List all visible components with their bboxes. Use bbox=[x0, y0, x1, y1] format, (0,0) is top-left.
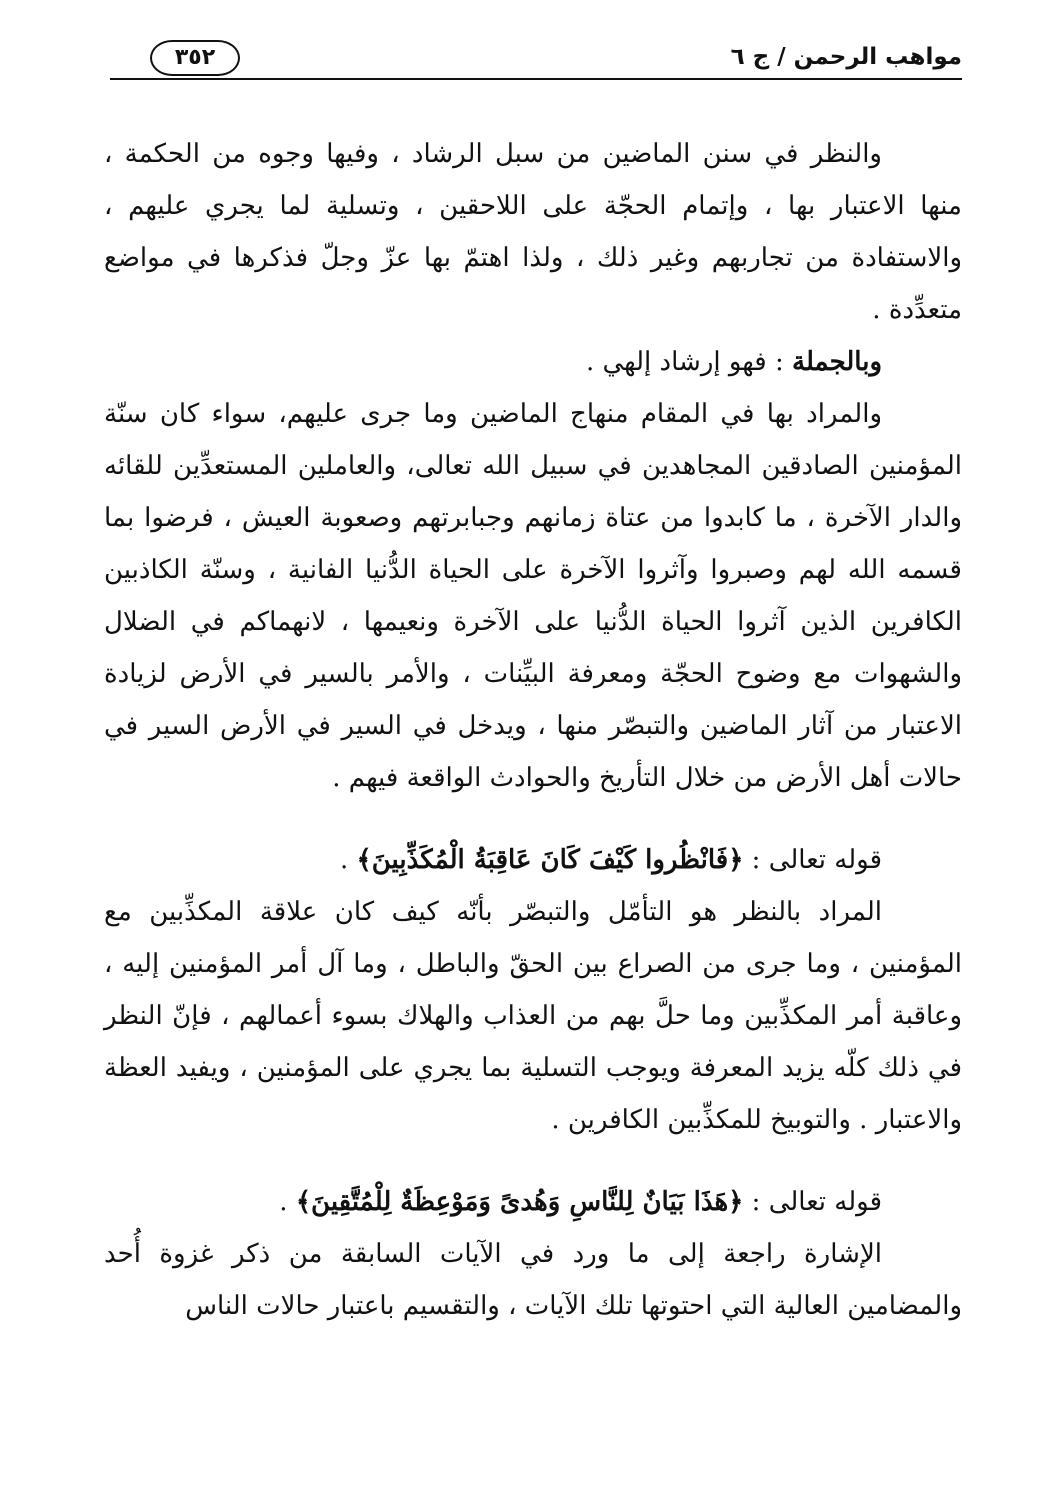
section-gap bbox=[104, 1146, 962, 1176]
section-gap bbox=[104, 804, 962, 834]
verse-suffix: . bbox=[339, 845, 357, 875]
paragraph-3: والمراد بها في المقام منهاج الماضين وما جرى عليهم، سواء كان سنّة المؤمنين الصادقين المجاهدين في سبيل الله تعالى، والعاملين المستعدِّين للقائه والدار الآخرة ، ما كابدوا من عتاة زمانهم وجبابرتهم وصعوبة العيش ، فرضوا بما قسمه الله لهم وصبروا وآثروا الآخرة على الحياة الدُّنيا الفانية ، وسنّة الكاذبين الكافرين الذين آثروا الحياة الدُّنيا على الآخرة ونعيمها ، لانهماكم في الضلال والشهوات مع وضوح الحجّة ومعرفة البيِّنات ، والأمر بالسير في الأرض لزيادة الاعتبار من آثار الماضين والتبصّر منها ، ويدخل في السير في الأرض السير في حالات أهل الأرض من خلال التأريخ والحوادث الواقعة فيهم . bbox=[104, 399, 962, 793]
header-divider bbox=[110, 78, 962, 80]
verse-prefix: قوله تعالى : bbox=[743, 845, 882, 875]
verse-heading-1 bbox=[104, 834, 962, 886]
quran-verse: ﴿فَانْظُروا كَيْفَ كَانَ عَاقِبَةُ الْمُكَذِّبِينَ﴾ bbox=[356, 845, 744, 875]
verse-prefix: قوله تعالى : bbox=[743, 1187, 882, 1217]
page-body bbox=[104, 128, 962, 1332]
quran-verse: ﴿هَذَا بَيَانٌ لِلنَّاسِ وَهُدىً وَمَوْعِظَةٌ لِلْمُتَّقِينَ﴾ bbox=[295, 1187, 744, 1217]
verse-suffix: . bbox=[279, 1187, 296, 1217]
running-title: مواهب الرحمن / ج ٦ bbox=[730, 44, 962, 70]
paragraph-7: الإشارة راجعة إلى ما ورد في الآيات السابقة من ذكر غزوة أُحد والمضامين العالية التي احتوتها تلك الآيات ، والتقسيم باعتبار حالات الناس bbox=[104, 1239, 962, 1321]
page-header bbox=[110, 36, 962, 86]
page-number: ٣٥٢ bbox=[150, 40, 240, 76]
paragraph-1: والنظر في سنن الماضين من سبل الرشاد ، وفيها وجوه من الحكمة ، منها الاعتبار بها ، وإتمام الحجّة على اللاحقين ، وتسلية لما يجري عليهم ، والاستفادة من تجاربهم وغير ذلك ، ولذا اهتمّ بها عزّ وجلّ فذكرها في مواضع متعدِّدة . bbox=[104, 139, 962, 325]
paragraph-2 bbox=[104, 336, 962, 388]
verse-heading-2 bbox=[104, 1176, 962, 1228]
summary-term: وبالجملة bbox=[792, 347, 882, 377]
paragraph-5: المراد بالنظر هو التأمّل والتبصّر بأنّه كيف كان علاقة المكذِّبين مع المؤمنين ، وما جرى من الصراع بين الحقّ والباطل ، وما آل أمر المؤمنين إليه ، وعاقبة أمر المكذِّبين وما حلَّ بهم من العذاب والهلاك بسوء أعمالهم ، فإنّ النظر في ذلك كلّه يزيد المعرفة ويوجب التسلية بما يجري على المؤمنين ، ويفيد العظة والاعتبار . والتوبيخ للمكذِّبين الكافرين . bbox=[104, 897, 962, 1135]
summary-text: : فهو إرشاد إلهي . bbox=[585, 347, 792, 377]
